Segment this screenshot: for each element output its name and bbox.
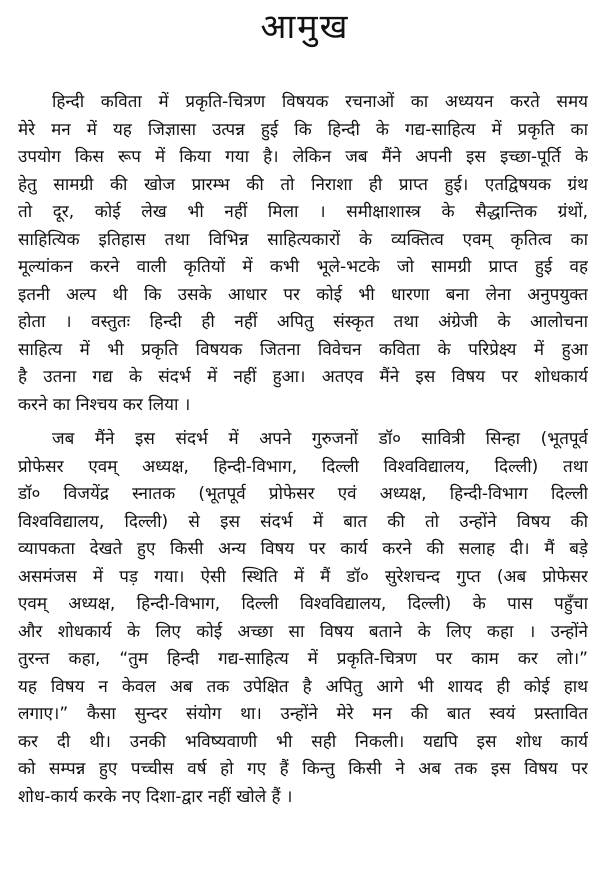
paragraph-2	[18, 426, 588, 811]
text-line: लगाए।” कैसा सुन्दर संयोग था। उन्होंने मेरे मन की बात स्वयं प्रस्तावित	[18, 704, 588, 724]
text-line: होता । वस्तुतः हिन्दी ही नहीं अपितु संस्कृत तथा अंग्रेजी के आलोचना	[18, 312, 588, 332]
text-line: शोध-कार्य करके नए दिशा-द्वार नहीं खोले हैं ।	[18, 786, 293, 807]
text-line: विश्वविद्यालय, दिल्ली) से इस संदर्भ में बात की तो उन्होंने विषय की	[18, 511, 588, 532]
text-line: साहित्य में भी प्रकृति विषयक जितना विवेचन कविता के परिप्रेक्ष्य में हुआ	[18, 339, 588, 360]
text-line: है उतना गद्य के संदर्भ में नहीं हुआ। अतएव मैंने इस विषय पर शोधकार्य	[18, 367, 588, 387]
page-title: आमुख	[260, 7, 350, 47]
text-line: कर दी थी। उनकी भविष्यवाणी भी सही निकली। यद्यपि इस शोध कार्य	[18, 731, 588, 752]
text-line: और शोधकार्य के लिए कोई अच्छा सा विषय बताने के लिए कहा । उन्होंने	[18, 621, 588, 642]
text-line: यह विषय न केवल अब तक उपेक्षित है अपितु आगे भी शायद ही कोई हाथ	[18, 676, 588, 697]
text-line: डॉ० विजयेंद्र स्नातक (भूतपूर्व प्रोफेसर एवं अध्यक्ष, हिन्दी-विभाग दिल्ली	[18, 484, 588, 504]
text-line: साहित्यिक इतिहास तथा विभिन्न साहित्यकारों के व्यक्तित्व एवम् कृतित्व का	[18, 229, 588, 250]
text-line: तुरन्त कहा, “तुम हिन्दी गद्य-साहित्य में प्रकृति-चित्रण पर काम कर लो।”	[18, 649, 588, 669]
text-line: को सम्पन्न हुए पच्चीस वर्ष हो गए हैं किन्तु किसी ने अब तक इस विषय पर	[18, 759, 588, 779]
text-line: प्रोफेसर एवम् अध्यक्ष, हिन्दी-विभाग, दिल्ली विश्वविद्यालय, दिल्ली) तथा	[18, 456, 588, 477]
text-line: हिन्दी कविता में प्रकृति-चित्रण विषयक रचनाओं का अध्ययन करते समय	[52, 92, 588, 112]
text-line: करने का निश्चय कर लिया ।	[18, 394, 191, 415]
paragraph-1	[18, 89, 588, 419]
text-line: एवम् अध्यक्ष, हिन्दी-विभाग, दिल्ली विश्वविद्यालय, दिल्ली) के पास पहुँचा	[18, 594, 588, 614]
text-line: व्यापकता देखते हुए किसी अन्य विषय पर कार्य करने की सलाह दी। मैं बड़े	[18, 539, 588, 559]
text-line: मेरे मन में यह जिज्ञासा उत्पन्न हुई कि हिन्दी के गद्य-साहित्य में प्रकृति का	[18, 119, 588, 140]
text-line: जब मैंने इस संदर्भ में अपने गुरुजनों डॉ० सावित्री सिन्हा (भूतपूर्व	[52, 429, 588, 449]
text-line: असमंजस में पड़ गया। ऐसी स्थिति में मैं डॉ० सुरेशचन्द गुप्त (अब प्रोफेसर	[18, 566, 588, 587]
text-line: हेतु सामग्री की खोज प्रारम्भ की तो निराशा ही प्राप्त हुई। एतद्विषयक ग्रंथ	[18, 174, 588, 195]
text-line: इतनी अल्प थी कि उसके आधार पर कोई भी धारणा बना लेना अनुपयुक्त	[18, 284, 588, 305]
text-line: तो दूर, कोई लेख भी नहीं मिला । समीक्षाशास्त्र के सैद्धान्तिक ग्रंथों,	[18, 202, 588, 222]
text-line: मूल्यांकन करने वाली कृतियों में कभी भूले-भटके जो सामग्री प्राप्त हुई वह	[18, 257, 588, 277]
text-line: उपयोग किस रूप में किया गया है। लेकिन जब मैंने अपनी इस इच्छा-पूर्ति के	[18, 147, 588, 167]
